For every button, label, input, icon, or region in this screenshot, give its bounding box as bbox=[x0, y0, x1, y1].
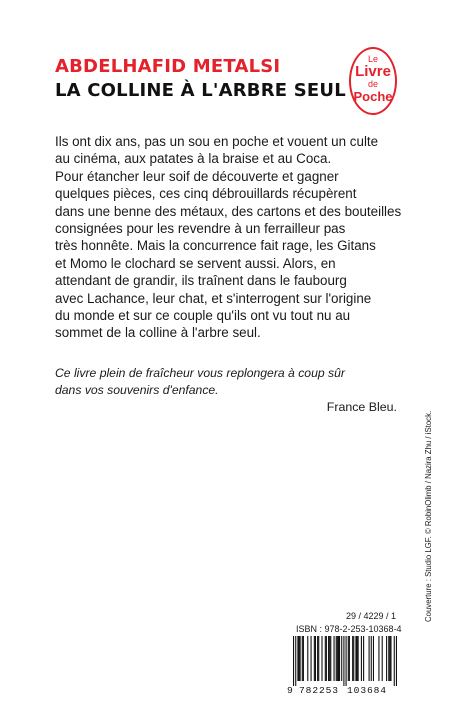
barcode-bar bbox=[326, 636, 327, 681]
barcode-bar bbox=[318, 636, 319, 681]
barcode-bar bbox=[349, 636, 350, 681]
barcode-bar bbox=[358, 636, 359, 681]
barcode-bar bbox=[314, 636, 315, 681]
blurb-line: Pour étancher leur soif de découverte et gagner bbox=[55, 168, 339, 184]
blurb-line: au cinéma, aux patates à la braise et au Coca. bbox=[55, 151, 332, 167]
barcode-bar bbox=[389, 636, 390, 681]
logo-line-poche: Poche bbox=[353, 89, 393, 104]
barcode-bar bbox=[298, 636, 299, 681]
blurb-line: quelques pièces, ces cinq débrouillards récupèrent bbox=[55, 186, 357, 202]
barcode-bar bbox=[337, 636, 338, 681]
ean-right-group: 103684 bbox=[347, 685, 387, 696]
barcode bbox=[293, 636, 397, 686]
quote-line: dans vos souvenirs d'enfance. bbox=[55, 383, 219, 397]
barcode-bar bbox=[355, 636, 356, 681]
barcode-bar bbox=[311, 636, 312, 681]
barcode-bar bbox=[325, 636, 326, 681]
barcode-bar bbox=[295, 636, 296, 686]
barcode-bar bbox=[293, 636, 294, 686]
barcode-bar bbox=[303, 636, 304, 681]
barcode-bar bbox=[329, 636, 330, 681]
barcode-bar bbox=[315, 636, 316, 681]
barcode-bar bbox=[371, 636, 372, 681]
cover-credit: Couverture : Studio LGF. © RobinOlimb / Nazira Zhu / iStock. bbox=[424, 410, 433, 622]
blurb-line: et Momo le clochard se servent aussi. Alors, en bbox=[55, 255, 336, 271]
barcode-bar bbox=[334, 636, 335, 681]
barcode-bar bbox=[300, 636, 301, 681]
book-title: LA COLLINE À L'ARBRE SEUL bbox=[55, 80, 346, 101]
logo-line-de: de bbox=[367, 79, 378, 89]
barcode-bar bbox=[356, 636, 357, 681]
barcode-bar bbox=[339, 636, 340, 681]
review-quote bbox=[55, 365, 400, 399]
barcode-bar bbox=[338, 636, 339, 681]
reference-number: 29 / 4229 / 1 bbox=[345, 611, 396, 621]
barcode-bar bbox=[346, 636, 347, 686]
ean-first-digit: 9 bbox=[287, 685, 293, 696]
barcode-bar bbox=[328, 636, 329, 681]
blurb-line: du monde et sur ce couple qu'ils ont vu tout nu au bbox=[55, 308, 351, 324]
blurb-line: très honnête. Mais la concurrence fait rage, les Gitans bbox=[55, 238, 376, 254]
blurb-line: consignées pour les revendre à un ferrailleur pas bbox=[55, 221, 346, 237]
barcode-bar bbox=[353, 636, 354, 681]
back-cover-blurb bbox=[55, 133, 400, 342]
barcode-bar bbox=[307, 636, 308, 681]
barcode-bar bbox=[373, 636, 374, 681]
blurb-line: attendant de grandir, ils traînent dans le faubourg bbox=[55, 273, 347, 289]
barcode-bar bbox=[369, 636, 370, 681]
barcode-bar bbox=[302, 636, 303, 681]
logo-line-livre: Livre bbox=[355, 63, 391, 80]
barcode-bar bbox=[394, 636, 395, 686]
ean-left-group: 782253 bbox=[299, 685, 339, 696]
barcode-bar bbox=[341, 636, 342, 681]
barcode-bar bbox=[343, 636, 344, 686]
barcode-bar bbox=[361, 636, 362, 681]
barcode-bar bbox=[390, 636, 391, 681]
blurb-line: dans une benne des métaux, des cartons et des bouteilles bbox=[55, 203, 402, 219]
barcode-bar bbox=[396, 636, 397, 686]
barcode-bar bbox=[330, 636, 331, 681]
isbn-number: ISBN : 978-2-253-10368-4 bbox=[296, 624, 402, 634]
author-name: ABDELHAFID METALSI bbox=[55, 56, 281, 77]
barcode-bar bbox=[348, 636, 349, 681]
barcode-bar bbox=[382, 636, 383, 681]
le-livre-de-poche-logo bbox=[349, 47, 397, 115]
blurb-line: avec Lachance, leur chat, et s'interrogent sur l'origine bbox=[55, 290, 372, 306]
barcode-bar bbox=[352, 636, 353, 681]
barcode-bar bbox=[388, 636, 389, 681]
barcode-bar bbox=[378, 636, 379, 681]
barcode-bar bbox=[297, 636, 298, 681]
logo-line-le: Le bbox=[367, 54, 378, 64]
barcode-bar bbox=[363, 636, 364, 681]
barcode-bar bbox=[317, 636, 318, 681]
review-source: France Bleu. bbox=[326, 400, 397, 414]
blurb-line: Ils ont dix ans, pas un sou en poche et vouent un culte bbox=[55, 134, 379, 149]
barcode-bar bbox=[386, 636, 387, 681]
barcode-bar bbox=[336, 636, 337, 681]
barcode-bar bbox=[321, 636, 322, 681]
blurb-line: sommet de la colline à l'arbre seul. bbox=[55, 325, 261, 341]
quote-line: Ce livre plein de fraîcheur vous replongera à coup sûr bbox=[55, 366, 345, 380]
